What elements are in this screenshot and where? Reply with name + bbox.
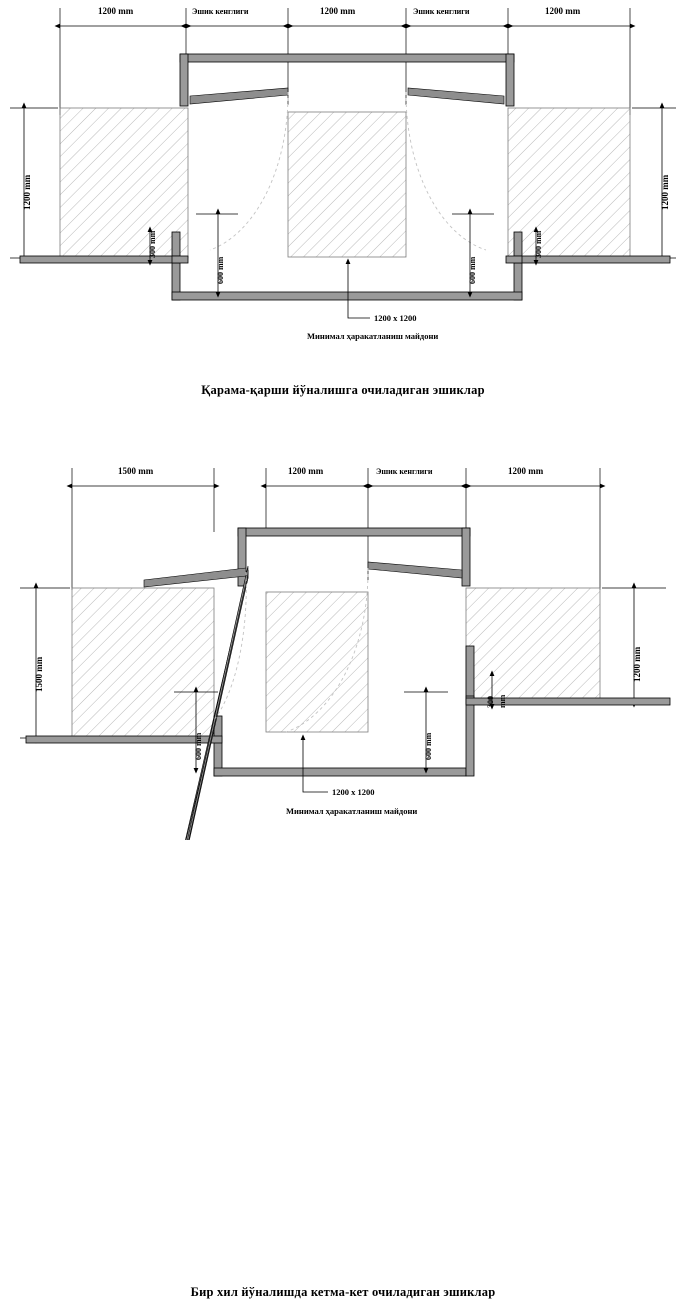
area-size-label-2: 1200 x 1200 — [332, 787, 375, 797]
dim-left-1: 1200 mm — [22, 174, 32, 210]
diagram-1-caption: Қарама-қарши йўналишга очиладиган эшиклар — [201, 383, 485, 397]
dim-right-2: 1200 mm — [632, 646, 642, 682]
dim-top-2-2: 1200 mm — [288, 466, 324, 476]
area-size-label-1: 1200 x 1200 — [374, 313, 417, 323]
diagram-2-caption: Бир хил йўналишда кетма-кет очиладиган эшиклар — [190, 1285, 496, 1299]
diagram-2-drawing — [0, 440, 686, 840]
area-desc-label-1: Минимал ҳаракатланиш майдони — [307, 331, 439, 341]
dim-top-1-4: Эшик кенглиги — [413, 7, 470, 16]
dim-inner-right-600-2: 600 mm — [424, 732, 433, 760]
dim-right-1: 1200 mm — [660, 174, 670, 210]
dim-top-2-4: 1200 mm — [508, 466, 544, 476]
dim-top-1-3: 1200 mm — [320, 6, 356, 16]
dim-inner-right-600-1: 600 mm — [468, 256, 477, 284]
dim-inner-left-600-1: 600 mm — [216, 256, 225, 284]
diagram-same-direction-doors — [0, 440, 686, 1299]
dim-top-1-5: 1200 mm — [545, 6, 581, 16]
dim-inner-left-300-1: 300 mm — [148, 230, 157, 258]
dim-inner-right-300-2b: mm — [498, 694, 507, 708]
dim-top-1-1: 1200 mm — [98, 6, 134, 16]
diagram-opposite-direction-doors — [0, 0, 686, 430]
dim-inner-right-300-2a: 300 — [486, 696, 495, 708]
dim-inner-right-300-1: 300 mm — [534, 230, 543, 258]
dim-left-2: 1500 mm — [34, 656, 44, 692]
dim-inner-left-600-2: 600 mm — [194, 732, 203, 760]
area-desc-label-2: Минимал ҳаракатланиш майдони — [286, 806, 418, 816]
dim-top-1-2: Эшик кенглиги — [192, 7, 249, 16]
diagram-1-drawing — [0, 0, 686, 380]
dim-top-2-3: Эшик кенглиги — [376, 467, 433, 476]
dim-top-2-1: 1500 mm — [118, 466, 154, 476]
